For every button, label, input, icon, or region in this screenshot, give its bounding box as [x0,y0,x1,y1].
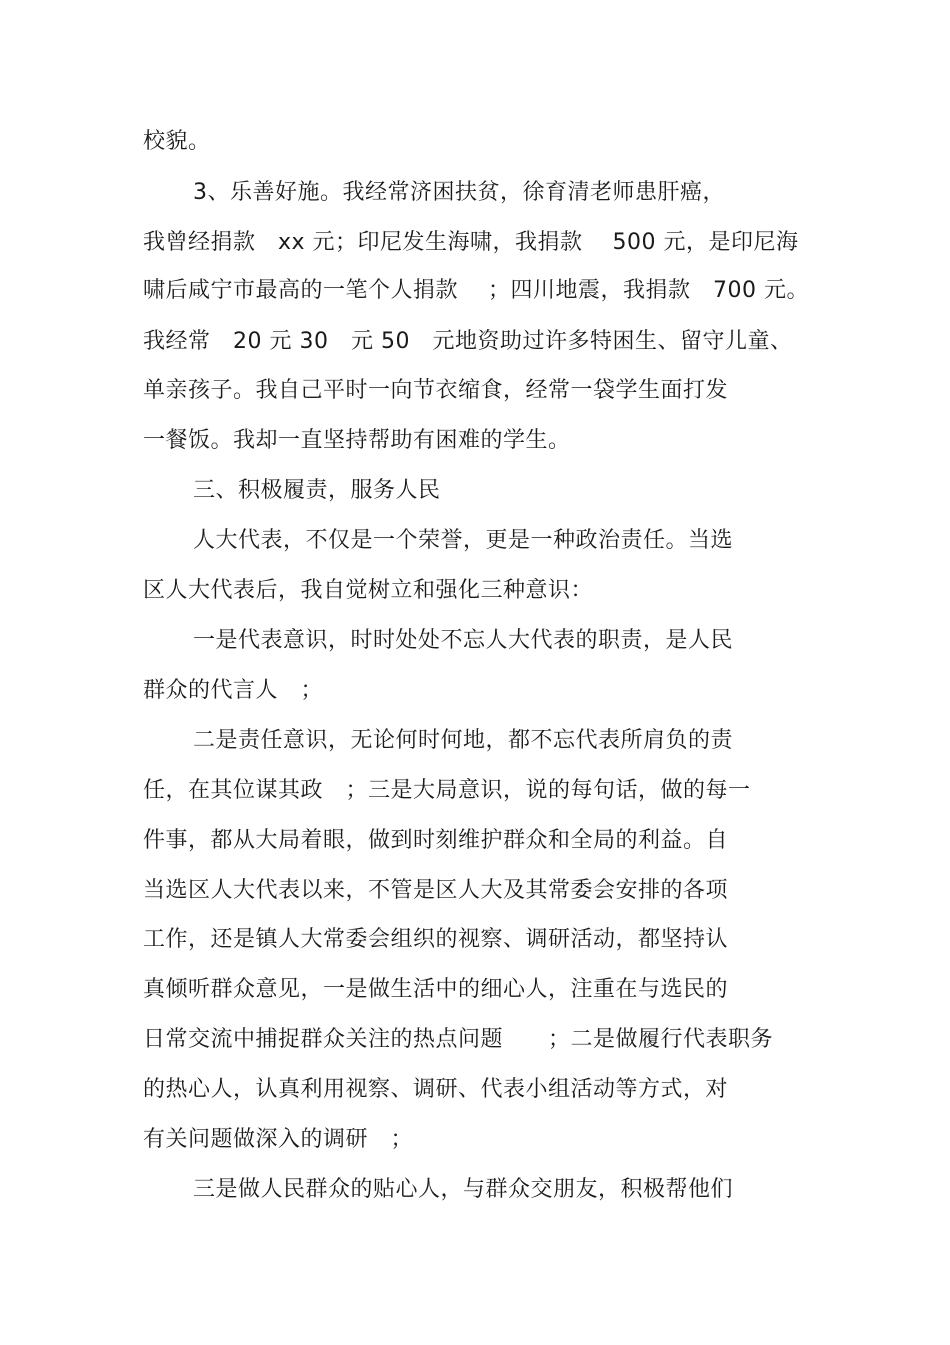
text-line: 群众的代言人 ； [143,678,324,703]
text-line: 啸后咸宁市最高的一笔个人捐款 ；四川地震，我捐款 700 元。 [143,278,809,303]
text-line: 区人大代表后，我自觉树立和强化三种意识： [143,578,594,603]
text-line: 校貌。 [143,129,211,154]
text-line: 三是做人民群众的贴心人，与群众交朋友，积极帮他们 [193,1177,734,1202]
text-line: 任，在其位谋其政 ；三是大局意识，说的每句话，做的每一 [143,778,751,803]
text-line: 有关问题做深入的调研 ； [143,1127,414,1152]
text-line: 真倾听群众意见，一是做生活中的细心人，注重在与选民的 [143,977,729,1002]
text-line: 当选区人大代表以来，不管是区人大及其常委会安排的各项 [143,878,729,903]
text-line: 我曾经捐款 xx 元；印尼发生海啸，我捐款 500 元，是印尼海 [143,230,799,255]
text-line: 3、乐善好施。我经常济困扶贫，徐育清老师患肝癌， [193,180,725,205]
text-line: 单亲孩子。我自己平时一向节衣缩食，经常一袋学生面打发 [143,378,729,403]
text-line: 工作，还是镇人大常委会组织的视察、调研活动，都坚持认 [143,927,729,952]
text-line: 件事，都从大局着眼，做到时刻维护群众和全局的利益。自 [143,828,729,853]
text-line: 一是代表意识，时时处处不忘人大代表的职责，是人民 [193,628,734,653]
section-heading: 三、积极履责，服务人民 [193,478,441,503]
text-line: 人大代表，不仅是一个荣誉，更是一种政治责任。当选 [193,528,734,553]
text-line: 日常交流中捕捉群众关注的热点问题 ；二是做履行代表职务 [143,1027,774,1052]
text-line: 的热心人，认真利用视察、调研、代表小组活动等方式，对 [143,1077,729,1102]
text-line: 一餐饭。我却一直坚持帮助有困难的学生。 [143,428,571,453]
text-line: 二是责任意识，无论何时何地，都不忘代表所肩负的责 [193,728,734,753]
text-line: 我经常 20 元 30 元 50 元地资助过许多特困生、留守儿童、 [143,329,793,354]
